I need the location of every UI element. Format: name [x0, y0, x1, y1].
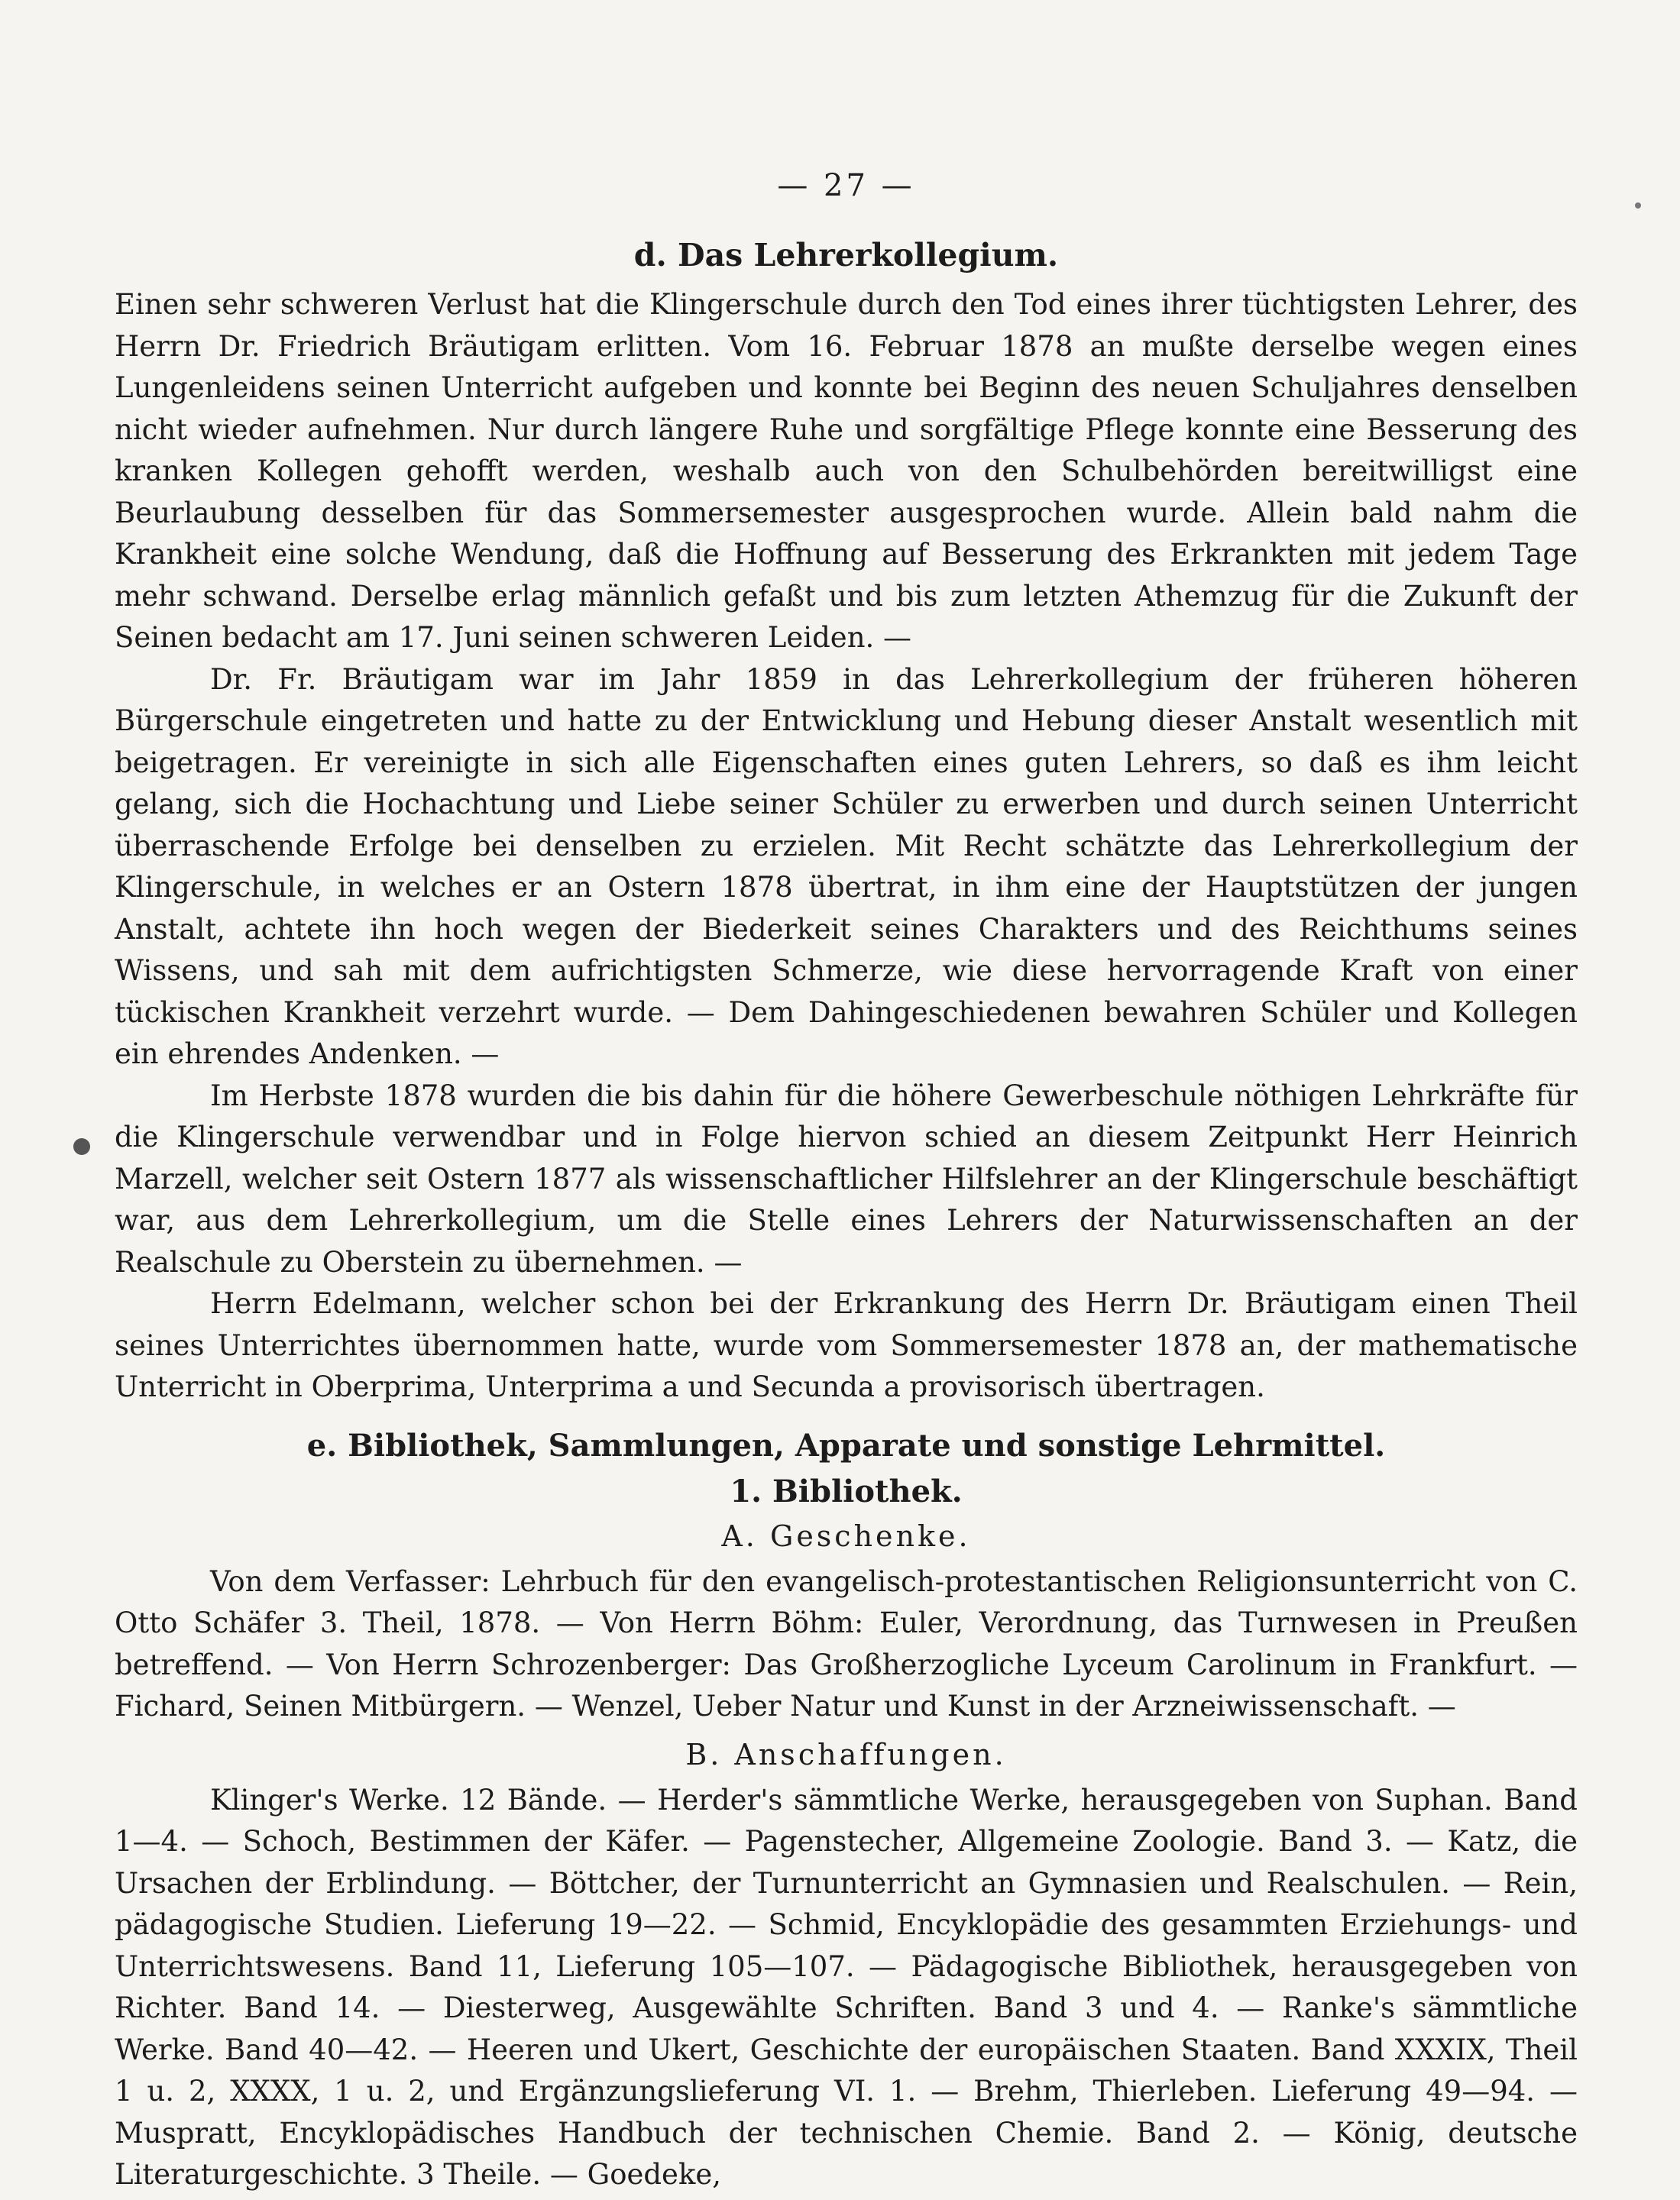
ink-speck — [1635, 202, 1641, 209]
section-e-heading: e. Bibliothek, Sammlungen, Apparate und sonstige Lehrmittel. — [306, 1427, 1386, 1464]
geschenke-heading: A. Geschenke. — [721, 1519, 971, 1553]
anschaffungen-text: Klinger's Werke. 12 Bände. — Herder's sämmtliche Werke, herausgegeben von Suphan. Band 1—4. — Schoch, Bestimmen der Käfer. — Pagenstecher, Allgemeine Zoologie. Band 3. — Katz, die Ursachen der Erblindung. — Böttcher, der Turnunterricht an Gymnasien und Realschulen. — Rein, pädagogische Studien. Lieferung 19—22. — Schmid, Encyklopädie des gesammten Erziehungs- und Unterrichtswesens. Band 11, Lieferung 105—107. — Pädagogische Bibliothek, herausgegeben von Richter. Band 14. — Diesterweg, Ausgewählte Schriften. Band 3 und 4. — Ranke's sämmtliche Werke. Band 40—42. — Heeren und Ukert, Geschichte der europäischen Staaten. Band XXXIX, Theil 1 u. 2, XXXX, 1 u. 2, und Ergänzungslieferung VI. 1. — Brehm, Thierleben. Lieferung 49—94. — Muspratt, Encyklopädisches Handbuch der technischen Chemie. Band 2. — König, deutsche Literaturgeschichte. 3 Theile. — Goedeke, — [115, 1783, 1578, 2191]
bibliothek-heading: 1. Bibliothek. — [730, 1473, 963, 1509]
section-d-heading: d. Das Lehrerkollegium. — [633, 237, 1059, 273]
paragraph-1: Einen sehr schweren Verlust hat die Klingerschule durch den Tod eines ihrer tüchtigsten Lehrer, des Herrn Dr. Friedrich Bräutigam erlitten. Vom 16. Februar 1878 an mußte derselbe wegen eines Lungenleidens seinen Unterricht aufgeben und konnte bei Beginn des neuen Schuljahres denselben nicht wieder aufnehmen. Nur durch längere Ruhe und sorgfältige Pflege konnte eine Besserung des kranken Kollegen gehofft werden, weshalb auch von den Schulbehörden bereitwilligst eine Beurlaubung desselben für das Sommersemester ausgesprochen wurde. Allein bald nahm die Krankheit eine solche Wendung, daß die Hoffnung auf Besserung des Erkrankten mit jedem Tage mehr schwand. Derselbe erlag männlich gefaßt und bis zum letzten Athemzug für die Zukunft der Seinen bedacht am 17. Juni seinen schweren Leiden. — — [115, 288, 1578, 654]
paragraph-2: Dr. Fr. Bräutigam war im Jahr 1859 in das Lehrerkollegium der früheren höheren Bürgerschule eingetreten und hatte zu der Entwicklung und Hebung dieser Anstalt wesentlich mit beigetragen. Er vereinigte in sich alle Eigenschaften eines guten Lehrers, so daß es ihm leicht gelang, sich die Hochachtung und Liebe seiner Schüler zu erwerben und durch seinen Unterricht überraschende Erfolge bei denselben zu erzielen. Mit Recht schätzte das Lehrerkollegium der Klingerschule, in welches er an Ostern 1878 übertrat, in ihm eine der Hauptstützen der jungen Anstalt, achtete ihn hoch wegen der Biederkeit seines Charakters und des Reichthums seines Wissens, und sah mit dem aufrichtigsten Schmerze, wie diese hervorragende Kraft von einer tückischen Krankheit verzehrt wurde. — Dem Dahingeschiedenen bewahren Schüler und Kollegen ein ehrendes Andenken. — — [115, 662, 1578, 1070]
paragraph-3: Im Herbste 1878 wurden die bis dahin für die höhere Gewerbeschule nöthigen Lehrkräfte für die Klingerschule verwendbar und in Folge hiervon schied an diesem Zeitpunkt Herr Heinrich Marzell, welcher seit Ostern 1877 als wissenschaftlicher Hilfslehrer an der Klingerschule beschäftigt war, aus dem Lehrerkollegium, um die Stelle eines Lehrers der Naturwissenschaften an der Realschule zu Oberstein zu übernehmen. — — [115, 1079, 1578, 1279]
ink-spot — [73, 1138, 90, 1155]
paragraph-4: Herrn Edelmann, welcher schon bei der Erkrankung des Herrn Dr. Bräutigam einen Theil seines Unterrichtes übernommen hatte, wurde vom Sommersemester 1878 an, der mathematische Unterricht in Oberprima, Unterprima a und Secunda a provisorisch übertragen. — [115, 1287, 1578, 1403]
page-number: — 27 — — [777, 168, 915, 203]
anschaffungen-heading: B. Anschaffungen. — [685, 1737, 1007, 1771]
geschenke-text: Von dem Verfasser: Lehrbuch für den evangelisch-protestantischen Religionsunterricht von C. Otto Schäfer 3. Theil, 1878. — Von Herrn Böhm: Euler, Verordnung, das Turnwesen in Preußen betreffend. — Von Herrn Schrozenberger: Das Großherzogliche Lyceum Carolinum in Frankfurt. — Fichard, Seinen Mitbürgern. — Wenzel, Ueber Natur und Kunst in der Arzneiwissenschaft. — — [115, 1564, 1578, 1723]
document-page — [115, 168, 1578, 2196]
